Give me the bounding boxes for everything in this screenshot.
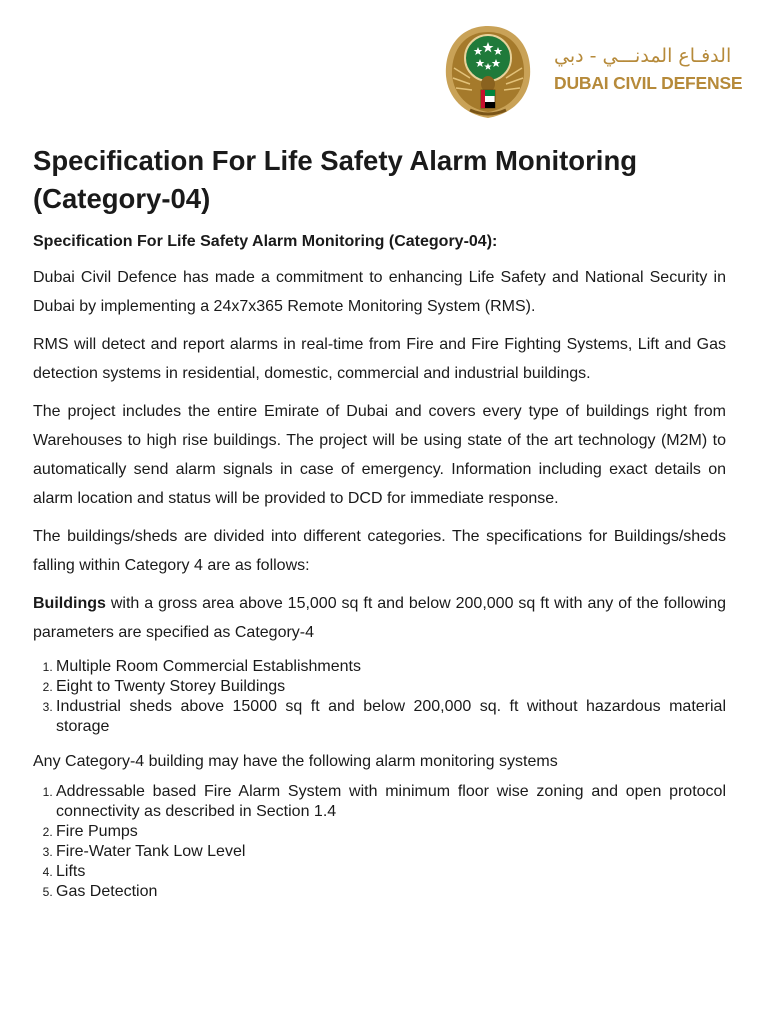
categories-paragraph: The buildings/sheds are divided into different categories. The specifications for Buildings/sheds falling within Category 4 are as follows: — [33, 528, 726, 574]
brand-name-english: DUBAI CIVIL DEFENSE — [554, 73, 743, 93]
uae-emblem-falcon-icon — [440, 18, 536, 122]
document-title: Specification For Life Safety Alarm Monitoring (Category-04) — [33, 145, 638, 214]
section-subheading: Specification For Life Safety Alarm Monitoring (Category-04): — [33, 233, 498, 250]
systems-intro: Any Category-4 building may have the following alarm monitoring systems — [33, 753, 558, 770]
monitoring-systems-list — [33, 782, 726, 902]
list-item: 2. Fire Pumps — [56, 822, 726, 842]
list-item: 1. Multiple Room Commercial Establishments — [56, 657, 726, 677]
category-criteria-list — [33, 657, 726, 737]
buildings-paragraph — [33, 589, 726, 647]
rms-paragraph: RMS will detect and report alarms in real-time from Fire and Fire Fighting Systems, Lift and Gas detection systems in residential, domestic, commercial and industrial buildings. — [33, 336, 726, 382]
list-item: 4. Lifts — [56, 862, 726, 882]
list-item: 2. Eight to Twenty Storey Buildings — [56, 677, 726, 697]
buildings-bold-label: Buildings — [33, 595, 106, 612]
list-item: 3. Fire-Water Tank Low Level — [56, 842, 726, 862]
list-item: 1. Addressable based Fire Alarm System with minimum floor wise zoning and open protocol connectivity as described in Section 1.4 — [56, 782, 726, 822]
intro-paragraph: Dubai Civil Defence has made a commitment to enhancing Life Safety and National Security in Dubai by implementing a 24x7x365 Remote Monitoring System (RMS). — [33, 269, 726, 315]
document-body — [33, 142, 726, 909]
list-item: 5. Gas Detection — [56, 882, 726, 902]
project-paragraph: The project includes the entire Emirate of Dubai and covers every type of buildings right from Warehouses to high rise buildings. The project will be using state of the art technology (M2M) to automatically send alarm signals in case of emergency. Information including exact details on alarm location and status will be provided to DCD for immediate response. — [33, 403, 726, 507]
brand-name-arabic: الدفـاع المدنـــي - دبي — [554, 45, 732, 67]
brand-name — [554, 44, 743, 94]
buildings-description: with a gross area above 15,000 sq ft and below 200,000 sq ft with any of the following parameters are specified as Category-4 — [33, 595, 726, 641]
list-item: 3. Industrial sheds above 15000 sq ft and below 200,000 sq. ft without hazardous material storage — [56, 697, 726, 737]
